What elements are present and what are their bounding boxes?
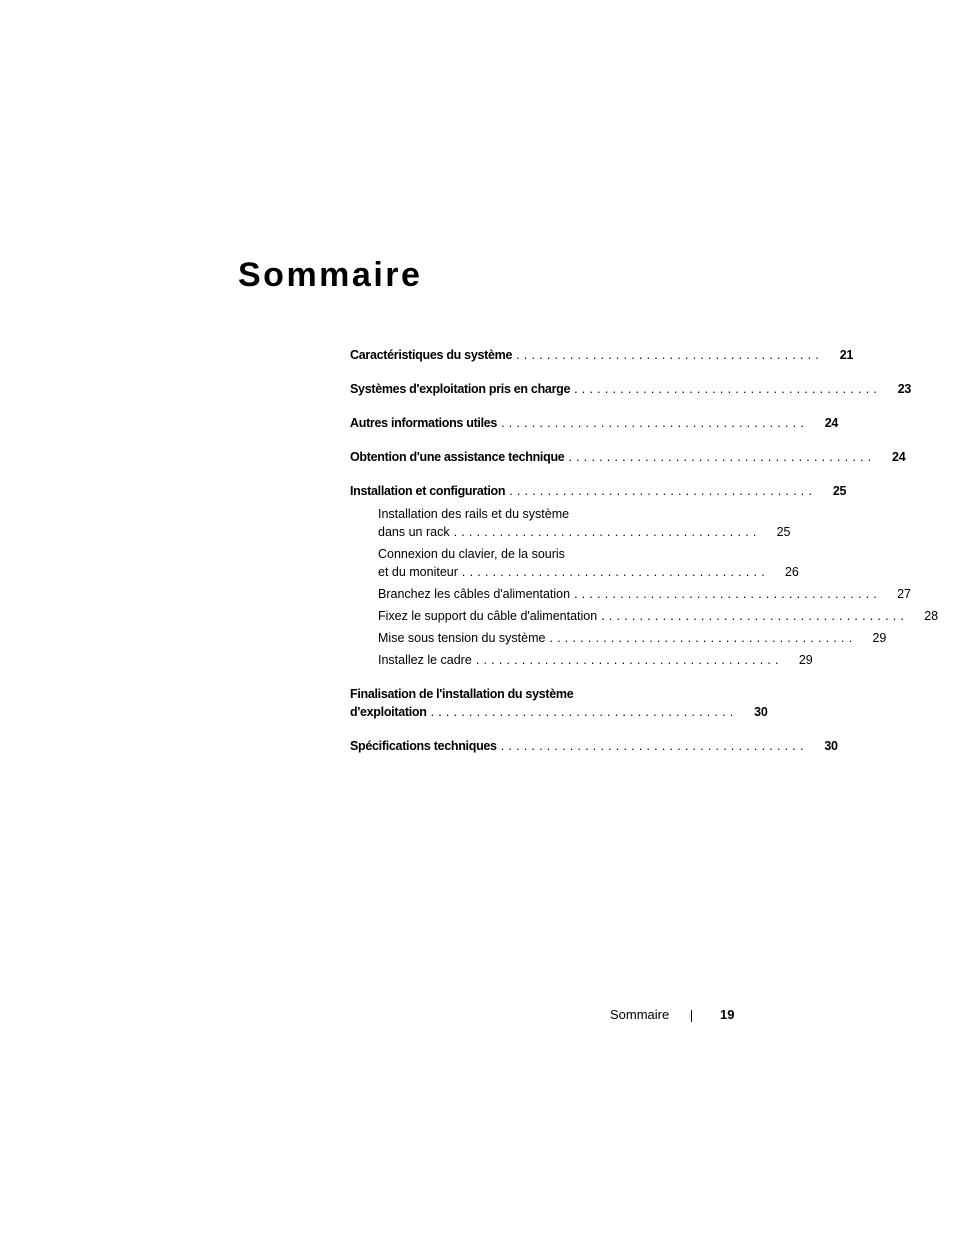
toc-entry-page-number: 30: [824, 739, 838, 753]
toc-entry-title: Mise sous tension du système: [378, 631, 546, 645]
footer-divider: [691, 1010, 692, 1022]
toc-entry-page-number: 29: [798, 653, 813, 667]
toc-entry[interactable]: [350, 685, 768, 721]
toc-entry[interactable]: [350, 380, 912, 398]
toc-entry[interactable]: [378, 505, 791, 541]
toc-entry[interactable]: [350, 346, 854, 364]
dot-leader: ........................................: [500, 739, 808, 753]
toc-entry-title: Branchez les câbles d'alimentation: [378, 587, 571, 601]
toc-entry-title: Installez le cadre: [378, 653, 472, 667]
toc-entry-page-number: 30: [754, 705, 768, 719]
toc-entry[interactable]: [378, 629, 887, 647]
toc-entry[interactable]: [350, 448, 906, 466]
toc-entry-page-number: 21: [839, 348, 854, 362]
toc-entry-title: Caractéristiques du système: [350, 348, 513, 362]
toc-entry-title: d'exploitation: [350, 705, 427, 719]
toc-entry-page-number: 29: [872, 631, 887, 645]
toc-entry[interactable]: [378, 651, 813, 669]
toc-entry-title: Obtention d'une assistance technique: [350, 450, 565, 464]
dot-leader: ........................................: [549, 631, 857, 645]
footer-section-label: Sommaire: [610, 1007, 670, 1022]
toc-entry-page-number: 24: [892, 450, 906, 464]
dot-leader: ........................................: [430, 705, 738, 719]
toc-entry[interactable]: [350, 737, 838, 755]
dot-leader: ........................................: [568, 450, 876, 464]
dot-leader: ........................................: [501, 416, 809, 430]
toc-entry-title-line: Connexion du clavier, de la souris: [378, 547, 565, 561]
toc-entry-page-number: 25: [776, 525, 791, 539]
toc-entry-title: Spécifications techniques: [350, 739, 497, 753]
dot-leader: ........................................: [453, 525, 761, 539]
toc-entry-title: et du moniteur: [378, 565, 458, 579]
footer-page-number: 19: [720, 1007, 735, 1022]
dot-leader: ........................................: [516, 348, 824, 362]
toc-entry[interactable]: [378, 545, 799, 581]
toc-entry-page-number: 28: [924, 609, 939, 623]
toc-entry-page-number: 26: [784, 565, 799, 579]
dot-leader: ........................................: [574, 382, 882, 396]
dot-leader: ........................................: [475, 653, 783, 667]
dot-leader: ........................................: [461, 565, 769, 579]
toc-entry[interactable]: [378, 585, 911, 603]
toc-entry-title-line: Installation des rails et du système: [378, 507, 570, 521]
toc-entry-title-line: Finalisation de l'installation du système: [350, 687, 574, 701]
toc-entry-title: Systèmes d'exploitation pris en charge: [350, 382, 571, 396]
toc-entry-title: Autres informations utiles: [350, 416, 498, 430]
dot-leader: ........................................: [574, 587, 881, 601]
toc-entry-title: dans un rack: [378, 525, 450, 539]
toc-entry[interactable]: [350, 414, 839, 432]
toc-entry-title: Fixez le support du câble d'alimentation: [378, 609, 598, 623]
toc-entry-title: Installation et configuration: [350, 484, 506, 498]
dot-leader: ........................................: [509, 484, 817, 498]
page-title: Sommaire: [238, 256, 423, 294]
toc-entry-page-number: 25: [832, 484, 847, 498]
toc-entry-page-number: 27: [897, 587, 911, 601]
toc-entry[interactable]: [378, 607, 939, 625]
table-of-contents: [350, 346, 939, 755]
toc-entry-page-number: 24: [824, 416, 839, 430]
toc-entry[interactable]: [350, 482, 847, 500]
toc-entry-page-number: 23: [897, 382, 912, 396]
dot-leader: ........................................: [601, 609, 909, 623]
